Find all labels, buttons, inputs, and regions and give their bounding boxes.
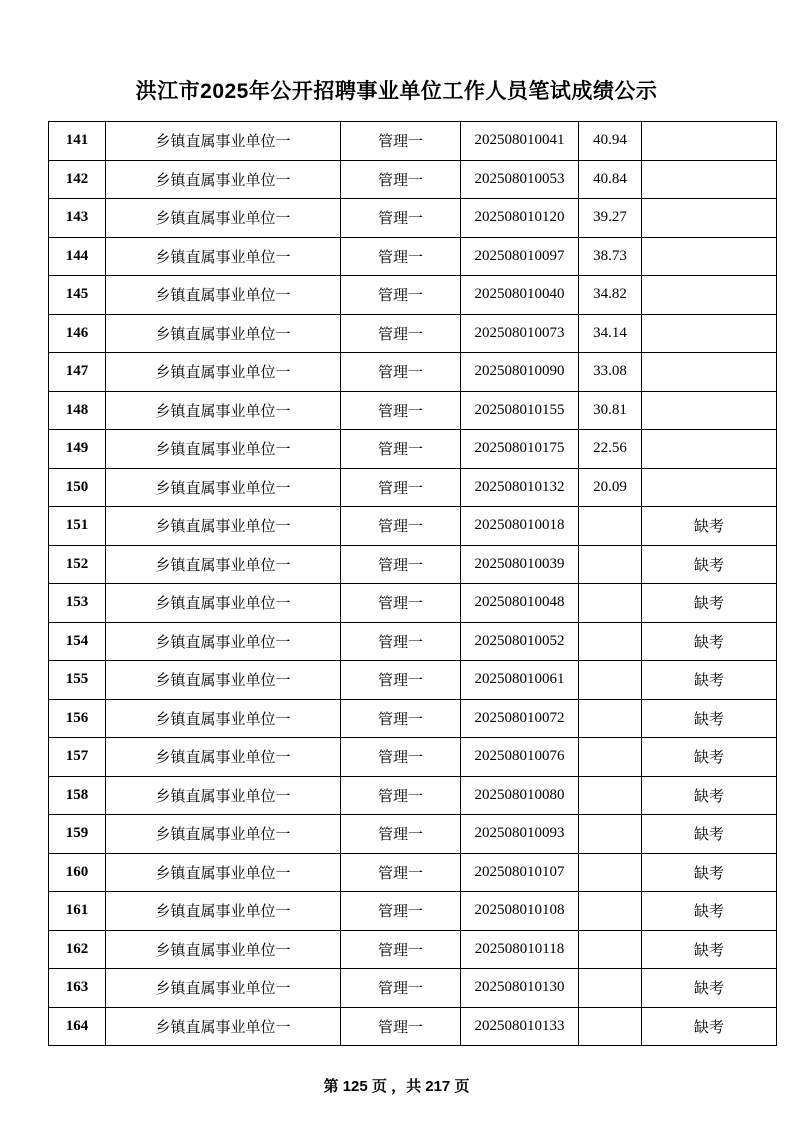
row-unit: 乡镇直属事业单位一 xyxy=(106,468,341,507)
row-index: 143 xyxy=(49,199,106,238)
row-post: 管理一 xyxy=(341,122,461,161)
row-index: 162 xyxy=(49,930,106,969)
row-unit: 乡镇直属事业单位一 xyxy=(106,122,341,161)
row-note: 缺考 xyxy=(642,892,777,931)
row-note xyxy=(642,430,777,469)
row-unit: 乡镇直属事业单位一 xyxy=(106,430,341,469)
row-unit: 乡镇直属事业单位一 xyxy=(106,853,341,892)
row-score xyxy=(579,930,642,969)
row-note: 缺考 xyxy=(642,584,777,623)
table-row xyxy=(49,1007,777,1046)
score-table-container xyxy=(48,121,746,1046)
row-unit: 乡镇直属事业单位一 xyxy=(106,776,341,815)
row-index: 144 xyxy=(49,237,106,276)
row-note xyxy=(642,160,777,199)
row-note: 缺考 xyxy=(642,853,777,892)
row-note: 缺考 xyxy=(642,545,777,584)
row-post: 管理一 xyxy=(341,199,461,238)
table-row xyxy=(49,584,777,623)
row-score: 40.94 xyxy=(579,122,642,161)
row-ticket-number: 202508010093 xyxy=(461,815,579,854)
row-index: 141 xyxy=(49,122,106,161)
row-ticket-number: 202508010061 xyxy=(461,661,579,700)
row-index: 153 xyxy=(49,584,106,623)
table-row xyxy=(49,622,777,661)
table-row xyxy=(49,815,777,854)
row-score xyxy=(579,1007,642,1046)
row-score xyxy=(579,738,642,777)
row-post: 管理一 xyxy=(341,430,461,469)
row-note: 缺考 xyxy=(642,507,777,546)
row-post: 管理一 xyxy=(341,776,461,815)
row-note: 缺考 xyxy=(642,969,777,1008)
row-index: 155 xyxy=(49,661,106,700)
row-unit: 乡镇直属事业单位一 xyxy=(106,930,341,969)
row-ticket-number: 202508010107 xyxy=(461,853,579,892)
row-post: 管理一 xyxy=(341,160,461,199)
row-note: 缺考 xyxy=(642,738,777,777)
table-row xyxy=(49,507,777,546)
row-index: 163 xyxy=(49,969,106,1008)
row-ticket-number: 202508010097 xyxy=(461,237,579,276)
row-unit: 乡镇直属事业单位一 xyxy=(106,1007,341,1046)
row-unit: 乡镇直属事业单位一 xyxy=(106,622,341,661)
row-ticket-number: 202508010053 xyxy=(461,160,579,199)
score-table-body xyxy=(49,122,777,1046)
row-post: 管理一 xyxy=(341,507,461,546)
row-ticket-number: 202508010175 xyxy=(461,430,579,469)
row-ticket-number: 202508010041 xyxy=(461,122,579,161)
row-ticket-number: 202508010080 xyxy=(461,776,579,815)
row-note: 缺考 xyxy=(642,776,777,815)
table-row xyxy=(49,276,777,315)
row-index: 160 xyxy=(49,853,106,892)
table-row xyxy=(49,969,777,1008)
row-index: 164 xyxy=(49,1007,106,1046)
row-note: 缺考 xyxy=(642,699,777,738)
row-ticket-number: 202508010052 xyxy=(461,622,579,661)
row-unit: 乡镇直属事业单位一 xyxy=(106,314,341,353)
row-ticket-number: 202508010120 xyxy=(461,199,579,238)
row-post: 管理一 xyxy=(341,584,461,623)
row-note xyxy=(642,314,777,353)
table-row xyxy=(49,661,777,700)
row-post: 管理一 xyxy=(341,930,461,969)
table-row xyxy=(49,738,777,777)
row-ticket-number: 202508010018 xyxy=(461,507,579,546)
row-score xyxy=(579,969,642,1008)
table-row xyxy=(49,430,777,469)
row-index: 148 xyxy=(49,391,106,430)
row-score: 22.56 xyxy=(579,430,642,469)
row-score xyxy=(579,892,642,931)
row-score: 20.09 xyxy=(579,468,642,507)
row-post: 管理一 xyxy=(341,969,461,1008)
row-index: 145 xyxy=(49,276,106,315)
row-post: 管理一 xyxy=(341,815,461,854)
row-post: 管理一 xyxy=(341,276,461,315)
row-post: 管理一 xyxy=(341,661,461,700)
page-footer: 第 125 页 ，共 217 页 xyxy=(323,1078,470,1095)
row-note: 缺考 xyxy=(642,622,777,661)
row-score xyxy=(579,545,642,584)
table-row xyxy=(49,314,777,353)
row-note: 缺考 xyxy=(642,930,777,969)
row-index: 161 xyxy=(49,892,106,931)
table-row xyxy=(49,930,777,969)
row-unit: 乡镇直属事业单位一 xyxy=(106,892,341,931)
row-index: 149 xyxy=(49,430,106,469)
row-score xyxy=(579,776,642,815)
row-unit: 乡镇直属事业单位一 xyxy=(106,199,341,238)
table-row xyxy=(49,892,777,931)
row-index: 159 xyxy=(49,815,106,854)
row-ticket-number: 202508010132 xyxy=(461,468,579,507)
page-title: 洪江市2025年公开招聘事业单位工作人员笔试成绩公示 xyxy=(135,80,658,103)
row-ticket-number: 202508010039 xyxy=(461,545,579,584)
row-ticket-number: 202508010072 xyxy=(461,699,579,738)
row-index: 151 xyxy=(49,507,106,546)
row-unit: 乡镇直属事业单位一 xyxy=(106,353,341,392)
row-post: 管理一 xyxy=(341,738,461,777)
row-ticket-number: 202508010155 xyxy=(461,391,579,430)
row-score xyxy=(579,661,642,700)
row-score: 30.81 xyxy=(579,391,642,430)
table-row xyxy=(49,237,777,276)
row-unit: 乡镇直属事业单位一 xyxy=(106,584,341,623)
row-unit: 乡镇直属事业单位一 xyxy=(106,661,341,700)
table-row xyxy=(49,199,777,238)
row-score: 39.27 xyxy=(579,199,642,238)
row-unit: 乡镇直属事业单位一 xyxy=(106,969,341,1008)
row-score xyxy=(579,699,642,738)
row-unit: 乡镇直属事业单位一 xyxy=(106,738,341,777)
row-score: 38.73 xyxy=(579,237,642,276)
row-index: 142 xyxy=(49,160,106,199)
table-row xyxy=(49,122,777,161)
row-index: 150 xyxy=(49,468,106,507)
table-row xyxy=(49,853,777,892)
row-note xyxy=(642,122,777,161)
row-note xyxy=(642,276,777,315)
row-score: 33.08 xyxy=(579,353,642,392)
row-unit: 乡镇直属事业单位一 xyxy=(106,160,341,199)
row-ticket-number: 202508010048 xyxy=(461,584,579,623)
row-index: 152 xyxy=(49,545,106,584)
row-score: 34.82 xyxy=(579,276,642,315)
row-index: 158 xyxy=(49,776,106,815)
row-post: 管理一 xyxy=(341,353,461,392)
row-unit: 乡镇直属事业单位一 xyxy=(106,699,341,738)
table-row xyxy=(49,545,777,584)
row-note xyxy=(642,237,777,276)
table-row xyxy=(49,160,777,199)
row-note: 缺考 xyxy=(642,1007,777,1046)
row-score xyxy=(579,815,642,854)
row-unit: 乡镇直属事业单位一 xyxy=(106,276,341,315)
row-score xyxy=(579,507,642,546)
row-post: 管理一 xyxy=(341,1007,461,1046)
row-note xyxy=(642,468,777,507)
row-post: 管理一 xyxy=(341,622,461,661)
row-index: 154 xyxy=(49,622,106,661)
row-post: 管理一 xyxy=(341,468,461,507)
row-post: 管理一 xyxy=(341,699,461,738)
row-note xyxy=(642,353,777,392)
row-post: 管理一 xyxy=(341,853,461,892)
table-row xyxy=(49,699,777,738)
row-ticket-number: 202508010118 xyxy=(461,930,579,969)
row-ticket-number: 202508010073 xyxy=(461,314,579,353)
row-note: 缺考 xyxy=(642,661,777,700)
row-unit: 乡镇直属事业单位一 xyxy=(106,545,341,584)
row-post: 管理一 xyxy=(341,237,461,276)
row-unit: 乡镇直属事业单位一 xyxy=(106,237,341,276)
row-score xyxy=(579,853,642,892)
row-post: 管理一 xyxy=(341,892,461,931)
table-row xyxy=(49,776,777,815)
table-row xyxy=(49,391,777,430)
row-ticket-number: 202508010108 xyxy=(461,892,579,931)
row-unit: 乡镇直属事业单位一 xyxy=(106,815,341,854)
row-unit: 乡镇直属事业单位一 xyxy=(106,391,341,430)
row-index: 157 xyxy=(49,738,106,777)
row-ticket-number: 202508010076 xyxy=(461,738,579,777)
table-row xyxy=(49,468,777,507)
row-index: 147 xyxy=(49,353,106,392)
row-note xyxy=(642,391,777,430)
row-index: 156 xyxy=(49,699,106,738)
row-post: 管理一 xyxy=(341,314,461,353)
row-note: 缺考 xyxy=(642,815,777,854)
row-score xyxy=(579,584,642,623)
score-table xyxy=(48,121,777,1046)
row-score xyxy=(579,622,642,661)
row-score: 34.14 xyxy=(579,314,642,353)
row-post: 管理一 xyxy=(341,545,461,584)
table-row xyxy=(49,353,777,392)
row-score: 40.84 xyxy=(579,160,642,199)
row-ticket-number: 202508010040 xyxy=(461,276,579,315)
row-note xyxy=(642,199,777,238)
row-ticket-number: 202508010130 xyxy=(461,969,579,1008)
row-ticket-number: 202508010133 xyxy=(461,1007,579,1046)
row-ticket-number: 202508010090 xyxy=(461,353,579,392)
row-index: 146 xyxy=(49,314,106,353)
row-unit: 乡镇直属事业单位一 xyxy=(106,507,341,546)
row-post: 管理一 xyxy=(341,391,461,430)
